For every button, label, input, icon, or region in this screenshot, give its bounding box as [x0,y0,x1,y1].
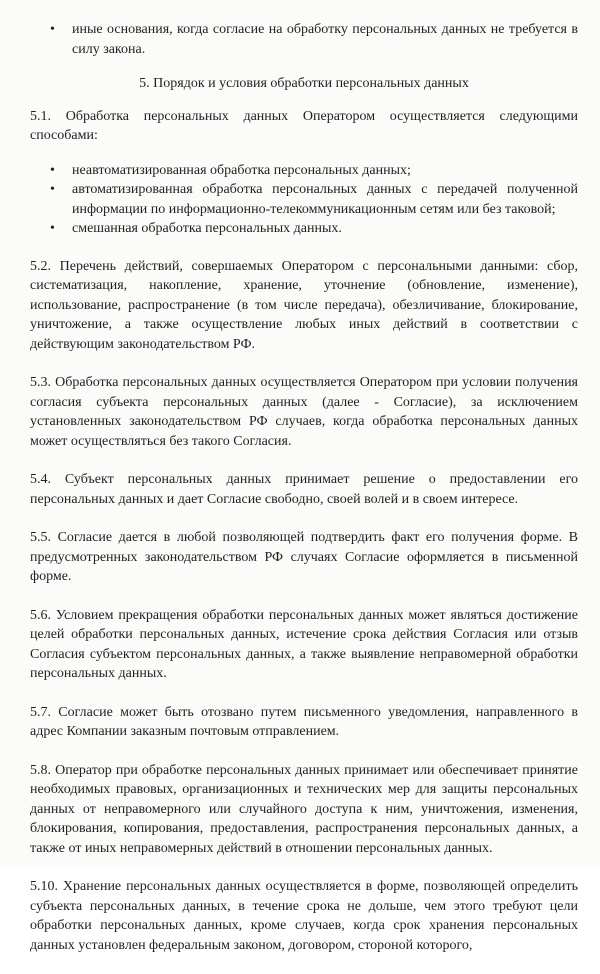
list-item: • автоматизированная обработка персональных данных с передачей полученной информации по информационно-телекоммуникационным сетям или без таковой; [30,180,578,219]
paragraph-5-4: 5.4. Субъект персональных данных принимает решение о предоставлении его персональных данных и дает Согласие свободно, своей волей и в своем интересе. [30,472,578,507]
paragraph-5-10: 5.10. Хранение персональных данных осуществляется в форме, позволяющей определить субъекта персональных данных, в течение срока не дольше, чем этого требуют цели обработки персональных данных, кроме случаев, когда срок хранения персональных данных установлен федеральным законом, договором, стороной которого, [30,879,578,953]
section-heading: 5. Порядок и условия обработки персональных данных [139,76,469,91]
paragraph-5-5: 5.5. Согласие дается в любой позволяющей подтвердить факт его получения форме. В предусмотренных законодательством РФ случаях Согласие оформляется в письменной форме. [30,530,578,584]
list-item: • иные основания, когда согласие на обработку персональных данных не требуется в силу закона. [30,20,578,59]
paragraph-5-6: 5.6. Условием прекращения обработки персональных данных может являться достижение целей обработки персональных данных, истечение срока действия Согласия или отзыв Согласия субъектом персональных данных, а также выявление неправомерной обработки персональных данных. [30,607,578,681]
paragraph-5-8: 5.8. Оператор при обработке персональных данных принимает или обеспечивает принятие необходимых правовых, организационных и технических мер для защиты персональных данных от неправомерного или случайного доступа к ним, уничтожения, изменения, блокирования, копирования, предоставления, распространения персональных данных, а также от иных неправомерных действий в отношении персональных данных. [30,762,578,856]
document-body [30,20,578,974]
list-item: • неавтоматизированная обработка персональных данных; [30,161,578,181]
paragraph-5-2: 5.2. Перечень действий, совершаемых Оператором с персональными данными: сбор, систематизация, накопление, хранение, уточнение (обновление, изменение), использование, распространение (в том числе передача), обезличивание, блокирование, уничтожение, а также осуществление любых иных действий в соответствии с действующим законодательством РФ. [30,258,578,352]
paragraph-5-7: 5.7. Согласие может быть отозвано путем письменного уведомления, направленного в адрес Компании заказным почтовым отправлением. [30,704,578,739]
top-bullet-list [30,20,578,59]
processing-methods-list [30,161,578,239]
paragraph-5-3: 5.3. Обработка персональных данных осуществляется Оператором при условии получения согласия субъекта персональных данных (далее - Согласие), за исключением установленных законодательством РФ случаев, когда обработка персональных данных может осуществляться без такого Согласия. [30,375,578,449]
list-item: • смешанная обработка персональных данных. [30,219,578,239]
paragraph-5-1: 5.1. Обработка персональных данных Оператором осуществляется следующими способами: [30,108,578,143]
